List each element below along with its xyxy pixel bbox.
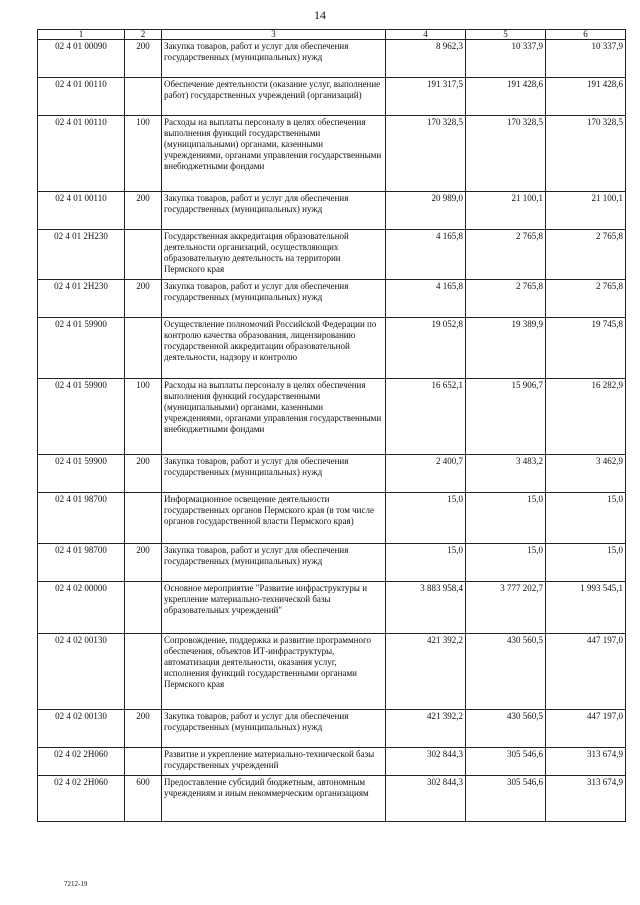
amount-col4: 4 165,8	[386, 230, 466, 280]
target-article-code: 02 4 02 2Н060	[38, 776, 125, 822]
amount-col4: 15,0	[386, 493, 466, 544]
row-description: Закупка товаров, работ и услуг для обеспечения государственных (муниципальных) нужд	[162, 40, 386, 78]
amount-col6: 170 328,5	[546, 116, 626, 192]
table-row	[38, 493, 626, 544]
table-row	[38, 318, 626, 379]
amount-col5: 19 389,9	[466, 318, 546, 379]
row-description: Осуществление полномочий Российской Федерации по контролю качества образования, лицензированию государственной аккредитации образовательной деятельности, надзору и контролю	[162, 318, 386, 379]
amount-col4: 8 962,3	[386, 40, 466, 78]
target-article-code: 02 4 01 2Н230	[38, 280, 125, 318]
target-article-code: 02 4 01 59900	[38, 318, 125, 379]
amount-col4: 19 052,8	[386, 318, 466, 379]
amount-col5: 3 777 202,7	[466, 582, 546, 634]
row-description: Расходы на выплаты персоналу в целях обеспечения выполнения функций государственными (муниципальными) органами, казенными учреждениями, органами управления государственными внебюджетными фондами	[162, 116, 386, 192]
amount-col5: 15 906,7	[466, 379, 546, 455]
target-article-code: 02 4 02 00130	[38, 710, 125, 748]
amount-col6: 2 765,8	[546, 280, 626, 318]
expense-type-code: 600	[125, 776, 162, 822]
amount-col5: 10 337,9	[466, 40, 546, 78]
target-article-code: 02 4 02 2Н060	[38, 748, 125, 776]
target-article-code: 02 4 01 00090	[38, 40, 125, 78]
budget-table	[37, 29, 626, 822]
column-header: 3	[162, 30, 386, 40]
table-row	[38, 379, 626, 455]
expense-type-code: 200	[125, 280, 162, 318]
target-article-code: 02 4 01 59900	[38, 455, 125, 493]
expense-type-code: 200	[125, 710, 162, 748]
amount-col4: 302 844,3	[386, 748, 466, 776]
amount-col6: 16 282,9	[546, 379, 626, 455]
table-row	[38, 230, 626, 280]
target-article-code: 02 4 01 59900	[38, 379, 125, 455]
expense-type-code: 200	[125, 40, 162, 78]
amount-col4: 191 317,5	[386, 78, 466, 116]
amount-col6: 191 428,6	[546, 78, 626, 116]
row-description: Расходы на выплаты персоналу в целях обеспечения выполнения функций государственными (муниципальными) органами, казенными учреждениями, органами управления государственными внебюджетными фондами	[162, 379, 386, 455]
row-description: Предоставление субсидий бюджетным, автономным учреждениям и иным некоммерческим организациям	[162, 776, 386, 822]
table-row	[38, 280, 626, 318]
row-description: Основное мероприятие "Развитие инфраструктуры и укрепление материально-технической базы образовательных учреждений"	[162, 582, 386, 634]
table-row	[38, 710, 626, 748]
row-description: Развитие и укрепление материально-технической базы государственных учреждений	[162, 748, 386, 776]
column-header: 5	[466, 30, 546, 40]
amount-col4: 302 844,3	[386, 776, 466, 822]
row-description: Обеспечение деятельности (оказание услуг, выполнение работ) государственных учреждений (организаций)	[162, 78, 386, 116]
target-article-code: 02 4 02 00000	[38, 582, 125, 634]
expense-type-code	[125, 78, 162, 116]
table-row	[38, 634, 626, 710]
amount-col5: 430 560,5	[466, 710, 546, 748]
amount-col6: 3 462,9	[546, 455, 626, 493]
amount-col6: 447 197,0	[546, 634, 626, 710]
column-header: 2	[125, 30, 162, 40]
amount-col5: 170 328,5	[466, 116, 546, 192]
table-row	[38, 192, 626, 230]
row-description: Государственная аккредитация образовательной деятельности организаций, осуществляющих образовательную деятельность на территории Пермского края	[162, 230, 386, 280]
column-header: 1	[38, 30, 125, 40]
row-description: Сопровождение, поддержка и развитие программного обеспечения, объектов ИТ-инфраструктуры, автоматизация деятельности, оказания услуг, исполнения функций государственными органами Пермского края	[162, 634, 386, 710]
expense-type-code	[125, 318, 162, 379]
page-number: 14	[314, 8, 326, 22]
expense-type-code	[125, 634, 162, 710]
amount-col4: 3 883 958,4	[386, 582, 466, 634]
amount-col4: 2 400,7	[386, 455, 466, 493]
column-header: 6	[546, 30, 626, 40]
amount-col6: 19 745,8	[546, 318, 626, 379]
amount-col5: 430 560,5	[466, 634, 546, 710]
table-row	[38, 544, 626, 582]
target-article-code: 02 4 01 2Н230	[38, 230, 125, 280]
row-description: Закупка товаров, работ и услуг для обеспечения государственных (муниципальных) нужд	[162, 710, 386, 748]
amount-col6: 313 674,9	[546, 748, 626, 776]
amount-col6: 1 993 545,1	[546, 582, 626, 634]
target-article-code: 02 4 01 98700	[38, 544, 125, 582]
expense-type-code: 100	[125, 379, 162, 455]
expense-type-code	[125, 230, 162, 280]
amount-col4: 4 165,8	[386, 280, 466, 318]
amount-col6: 10 337,9	[546, 40, 626, 78]
amount-col5: 305 546,6	[466, 776, 546, 822]
expense-type-code: 100	[125, 116, 162, 192]
table-row	[38, 582, 626, 634]
table-row	[38, 78, 626, 116]
amount-col6: 447 197,0	[546, 710, 626, 748]
row-description: Закупка товаров, работ и услуг для обеспечения государственных (муниципальных) нужд	[162, 544, 386, 582]
document-footer-code: 7212-19	[64, 880, 88, 888]
amount-col6: 15,0	[546, 544, 626, 582]
table-row	[38, 748, 626, 776]
expense-type-code	[125, 582, 162, 634]
amount-col5: 2 765,8	[466, 280, 546, 318]
row-description: Закупка товаров, работ и услуг для обеспечения государственных (муниципальных) нужд	[162, 280, 386, 318]
table-row	[38, 776, 626, 822]
amount-col4: 15,0	[386, 544, 466, 582]
amount-col5: 305 546,6	[466, 748, 546, 776]
amount-col5: 191 428,6	[466, 78, 546, 116]
amount-col4: 170 328,5	[386, 116, 466, 192]
row-description: Закупка товаров, работ и услуг для обеспечения государственных (муниципальных) нужд	[162, 192, 386, 230]
amount-col5: 15,0	[466, 544, 546, 582]
amount-col4: 16 652,1	[386, 379, 466, 455]
table-row	[38, 40, 626, 78]
table-row	[38, 455, 626, 493]
table-header-row	[38, 30, 626, 40]
table-row	[38, 116, 626, 192]
target-article-code: 02 4 01 98700	[38, 493, 125, 544]
amount-col5: 2 765,8	[466, 230, 546, 280]
amount-col4: 421 392,2	[386, 710, 466, 748]
amount-col6: 21 100,1	[546, 192, 626, 230]
expense-type-code: 200	[125, 192, 162, 230]
column-header: 4	[386, 30, 466, 40]
amount-col5: 3 483,2	[466, 455, 546, 493]
expense-type-code: 200	[125, 455, 162, 493]
amount-col6: 313 674,9	[546, 776, 626, 822]
amount-col4: 421 392,2	[386, 634, 466, 710]
row-description: Закупка товаров, работ и услуг для обеспечения государственных (муниципальных) нужд	[162, 455, 386, 493]
amount-col4: 20 989,0	[386, 192, 466, 230]
expense-type-code: 200	[125, 544, 162, 582]
amount-col6: 2 765,8	[546, 230, 626, 280]
amount-col5: 15,0	[466, 493, 546, 544]
expense-type-code	[125, 748, 162, 776]
target-article-code: 02 4 01 00110	[38, 116, 125, 192]
target-article-code: 02 4 01 00110	[38, 192, 125, 230]
amount-col6: 15,0	[546, 493, 626, 544]
amount-col5: 21 100,1	[466, 192, 546, 230]
row-description: Информационное освещение деятельности государственных органов Пермского края (в том числе органов государственной власти Пермского края)	[162, 493, 386, 544]
target-article-code: 02 4 02 00130	[38, 634, 125, 710]
target-article-code: 02 4 01 00110	[38, 78, 125, 116]
expense-type-code	[125, 493, 162, 544]
